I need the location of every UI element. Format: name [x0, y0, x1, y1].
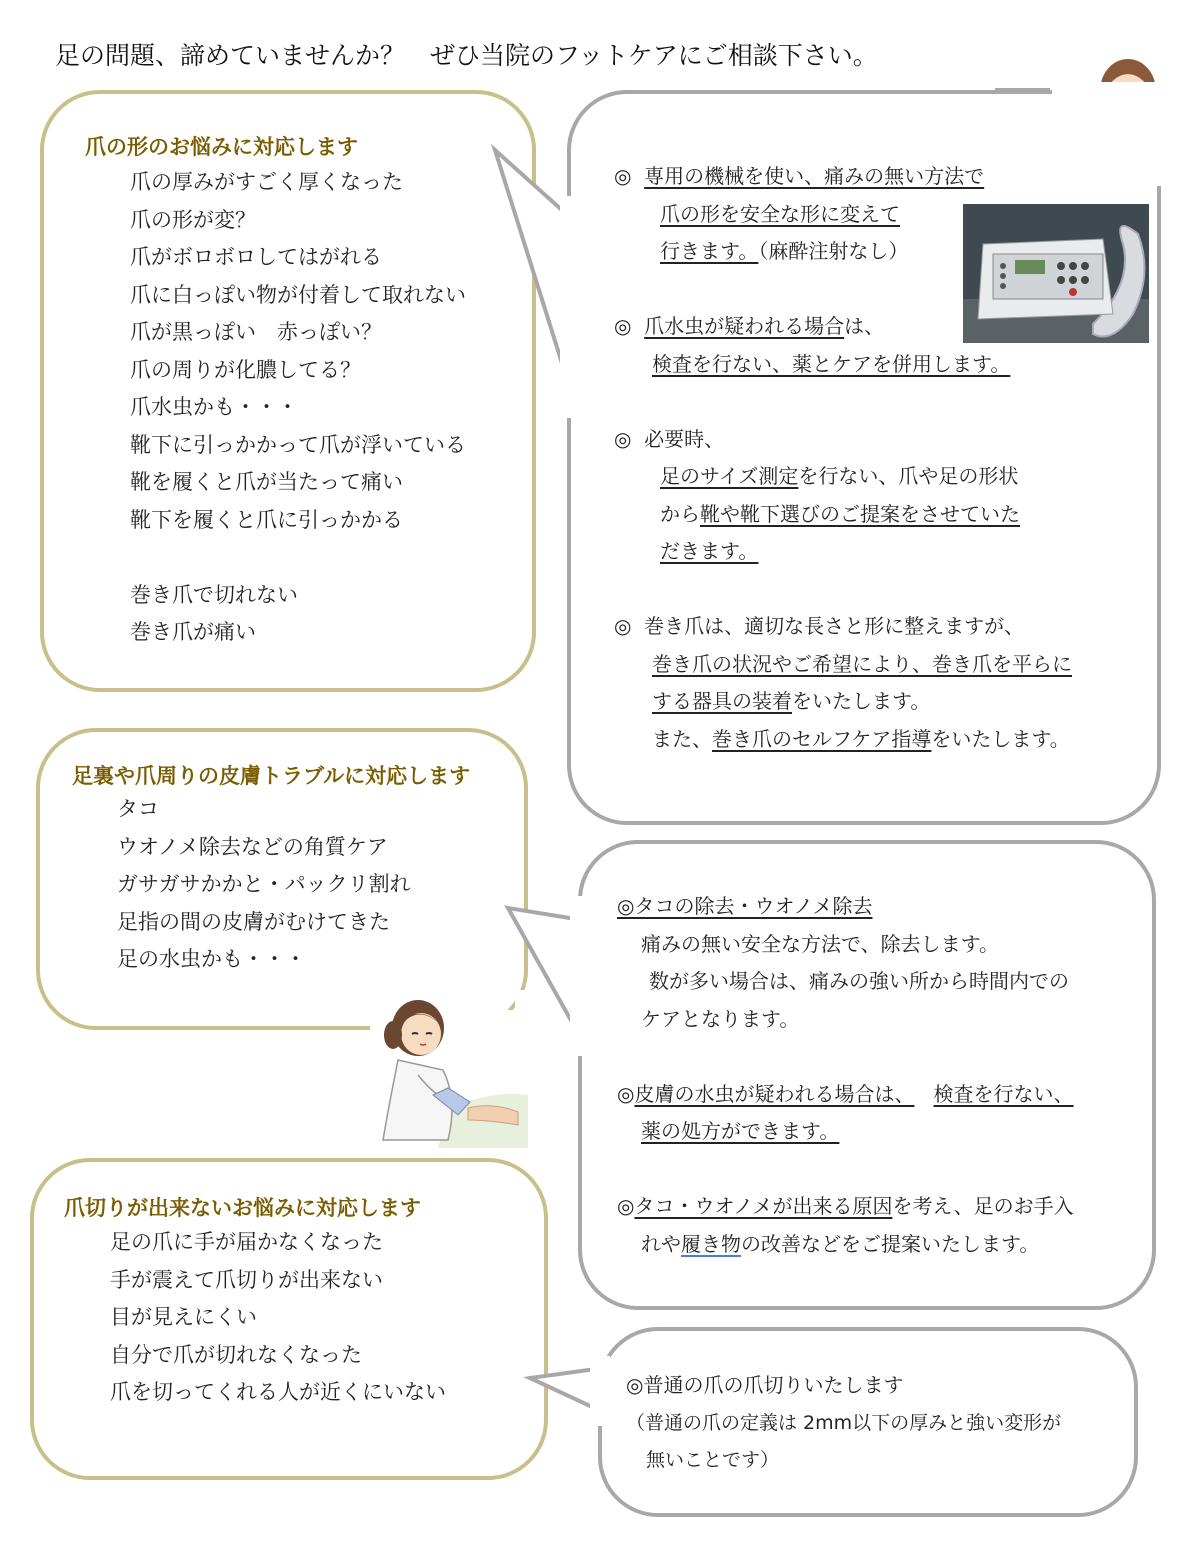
bullet-mark: ◎ — [617, 1194, 635, 1218]
cutting-care-text: ◎普通の爪の爪切りいたします （普通の爪の定義は 2mm以下の厚みと強い変形が 無いことです） — [626, 1373, 1062, 1471]
list-item: 爪の周りが化膿してる？ — [130, 357, 361, 382]
nail-care-text: ◎ 専用の機械を使い、痛みの無い方法で 爪の形を安全な形に変えて 行きます。（麻酔注射なし） ◎ 爪水虫が疑われる場合は、 検査を行ない、薬とケアを併用します。 ◎ 必要時、 足のサイズ測定を行ない、爪や足の形状 から靴や靴下選びのご提案をさせていた だきます。 ◎ 巻き爪は、適切な長さと形に整えますが、 巻き爪の状況やご希望により、巻き爪を平らに する器具の装着をいたします。 また、巻き爪のセルフケア指導をいたします。 — [614, 164, 1072, 751]
bullet-mark: ◎ — [614, 164, 632, 188]
list-item: 爪を切ってくれる人が近くにいない — [110, 1380, 446, 1404]
list-item: ウオノメ除去などの角質ケア — [117, 834, 388, 859]
list-item: 靴下に引っかかって爪が浮いている — [130, 432, 466, 457]
bullet-mark: ◎ — [617, 1081, 635, 1106]
list-item: 目が見えにくい — [110, 1305, 257, 1329]
list-item: 手が震えて爪切りが出来ない — [110, 1267, 383, 1292]
list-item: 巻き爪で切れない — [130, 582, 298, 607]
list-item: 爪が黒っぽい 赤っぽい？ — [130, 320, 382, 344]
list-item: 足の水虫かも・・・ — [117, 947, 306, 971]
bullet-mark: ◎ — [614, 426, 632, 451]
list-item: 爪の厚みがすごく厚くなった — [130, 170, 403, 194]
list-item: 爪に白っぽい物が付着して取れない — [130, 282, 466, 307]
cutting-heading: 爪切りが出来ないお悩みに対応します — [64, 1196, 421, 1220]
bullet-mark: ◎ — [614, 614, 632, 638]
list-item: タコ — [117, 797, 159, 821]
list-item: ガサガサかかと・パックリ割れ — [117, 872, 411, 896]
list-item: 足指の間の皮膚がむけてきた — [117, 909, 390, 934]
list-item: 靴を履くと爪が当たって痛い — [130, 470, 403, 494]
list-item: 爪がボロボロしてはがれる — [130, 245, 382, 269]
list-item: 靴下を履くと爪に引っかかる — [130, 507, 403, 532]
skin-heading: 足裏や爪周りの皮膚トラブルに対応します — [72, 764, 471, 788]
list-item: 爪水虫かも・・・ — [130, 395, 298, 419]
list-item: 足の爪に手が届かなくなった — [110, 1230, 383, 1254]
list-item: 巻き爪が痛い — [130, 620, 256, 644]
list-item: 自分で爪が切れなくなった — [110, 1342, 362, 1367]
page-title: 足の問題、諦めていませんか？ ぜひ当院のフットケアにご相談下さい。 — [55, 41, 878, 70]
bullet-mark: ◎ — [614, 314, 632, 338]
skin-care-text: ◎タコの除去・ウオノメ除去 痛みの無い安全な方法で、除去します。 数が多い場合は、痛みの強い所から時間内での ケアとなります。 ◎皮膚の水虫が疑われる場合は、 検査を行ない、 薬の処方ができます。 ◎タコ・ウオノメが出来る原因を考え、足のお手入 れや履き物の改善などをご提案いたします。 — [617, 894, 1074, 1256]
nail-shape-heading: 爪の形のお悩みに対応します — [85, 135, 358, 159]
list-item: 爪の形が変？ — [130, 207, 256, 232]
